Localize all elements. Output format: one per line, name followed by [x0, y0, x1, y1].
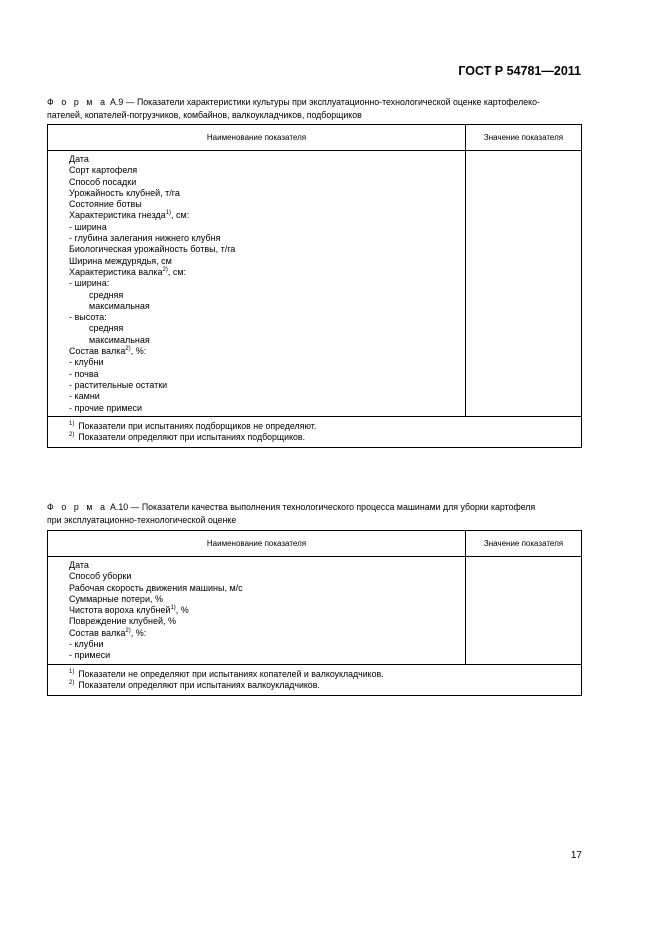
indicator-text: - примеси: [69, 650, 111, 661]
indicator-row: [69, 571, 465, 582]
indicator-text: - клубни: [69, 639, 104, 650]
indicator-row: [69, 380, 465, 391]
indicator-text: Повреждение клубней, %: [69, 616, 176, 627]
indicator-text: Способ посадки: [69, 176, 137, 187]
table-footnotes: [48, 417, 581, 447]
indicator-row: [69, 605, 465, 616]
indicator-row: [69, 650, 465, 661]
indicator-text: Ширина междурядья, см: [69, 255, 172, 266]
indicator-row: [69, 391, 465, 402]
footnote-ref: 2): [125, 627, 131, 634]
indicator-row: [69, 210, 465, 221]
column-header-value: Значение показателя: [483, 539, 564, 548]
indicator-text: - растительные остатки: [69, 379, 168, 390]
indicator-row: [69, 222, 465, 233]
indicator-row: [69, 233, 465, 244]
indicator-row: [69, 335, 465, 346]
indicator-text: Дата: [69, 154, 89, 164]
indicator-row: [69, 301, 465, 312]
indicator-row: [69, 403, 465, 414]
indicator-suffix: , %:: [130, 627, 147, 638]
indicator-row: [69, 357, 465, 368]
indicator-row: [69, 560, 465, 571]
indicator-text: максимальная: [89, 300, 150, 311]
indicator-row: [69, 256, 465, 267]
footnote-marker: 2): [69, 431, 75, 438]
table-body: [48, 557, 581, 665]
indicator-row: [69, 323, 465, 334]
form-a9-number: А.9: [110, 97, 124, 107]
indicator-row: [69, 628, 465, 639]
indicator-text: Характеристика валка: [69, 266, 163, 277]
form-a9-label: Ф о р м а: [47, 97, 108, 107]
footnote-text: Показатели не определяют при испытаниях копателей и валкоукладчиков.: [78, 668, 384, 679]
table-body: [48, 151, 581, 417]
indicator-text: - ширина:: [69, 278, 110, 289]
indicator-suffix: , %: [175, 605, 189, 616]
footnote-ref: 1): [170, 605, 176, 612]
indicator-text: Сорт картофеля: [69, 165, 138, 176]
footnote-marker: 1): [69, 420, 75, 427]
indicator-row: [69, 267, 465, 278]
indicator-text: Биологическая урожайность ботвы, т/га: [69, 244, 236, 255]
indicator-list: [48, 151, 466, 416]
indicator-text: - ширина: [69, 221, 107, 232]
footnote-marker: 1): [69, 668, 75, 675]
form-a10-number: А.10: [110, 502, 129, 512]
footnote-ref: 2): [125, 346, 131, 353]
indicator-suffix: , см:: [167, 266, 187, 277]
footnote-text: Показатели при испытаниях подборщиков не определяют.: [78, 420, 317, 431]
indicator-row: [69, 278, 465, 289]
indicator-text: Характеристика гнезда: [69, 210, 166, 221]
column-header-name: Наименование показателя: [48, 125, 466, 150]
indicator-suffix: , см:: [171, 210, 190, 221]
form-a9-caption: [47, 96, 583, 122]
form-a9-table: [47, 124, 582, 448]
form-a10-label: Ф о р м а: [47, 502, 108, 512]
footnote-text: Показатели определяют при испытаниях подборщиков.: [78, 431, 306, 442]
indicator-row: [69, 290, 465, 301]
indicator-row: [69, 244, 465, 255]
indicator-text: средняя: [89, 289, 124, 300]
footnote-text: Показатели определяют при испытаниях валкоукладчиков.: [78, 679, 320, 690]
indicator-text: максимальная: [89, 334, 150, 345]
page-number: 17: [570, 850, 582, 861]
column-header-value: Значение показателя: [483, 133, 564, 142]
indicator-text: - глубина залегания нижнего клубня: [69, 233, 221, 244]
indicator-row: [69, 639, 465, 650]
form-a10-table: [47, 530, 582, 696]
indicator-text: Состояние ботвы: [69, 199, 142, 210]
form-a10-caption: [47, 501, 583, 527]
footnote: [69, 432, 581, 443]
indicator-text: Чистота вороха клубней: [69, 605, 171, 616]
value-column: [466, 557, 581, 664]
indicator-row: [69, 583, 465, 594]
indicator-text: Дата: [69, 560, 89, 570]
indicator-text: - камни: [69, 391, 100, 402]
indicator-text: - высота:: [69, 312, 107, 323]
value-column: [466, 151, 581, 416]
indicator-text: Рабочая скорость движения машины, м/с: [69, 582, 243, 593]
indicator-row: [69, 312, 465, 323]
indicator-row: [69, 177, 465, 188]
indicator-text: Урожайность клубней, т/га: [69, 187, 180, 198]
table-header: [48, 125, 581, 151]
indicator-row: [69, 616, 465, 627]
indicator-row: [69, 369, 465, 380]
indicator-text: Состав валка: [69, 346, 126, 357]
indicator-row: [69, 188, 465, 199]
indicator-row: [69, 346, 465, 357]
indicator-text: Суммарные потери, %: [69, 593, 163, 604]
table-header: [48, 531, 581, 557]
footnote-ref: 1): [165, 210, 171, 217]
table-footnotes: [48, 665, 581, 695]
indicator-text: средняя: [89, 323, 124, 334]
footnote-marker: 2): [69, 679, 75, 686]
indicator-row: [69, 154, 465, 165]
indicator-text: - клубни: [69, 357, 104, 368]
indicator-text: Состав валка: [69, 627, 126, 638]
indicator-text: - прочие примеси: [69, 402, 143, 413]
footnote-ref: 2): [162, 266, 168, 273]
column-header-name: Наименование показателя: [48, 531, 466, 556]
form-a10-title-cont: при эксплуатационно-технологической оценке: [47, 515, 237, 525]
footnote: [69, 680, 581, 691]
indicator-row: [69, 594, 465, 605]
form-a9-title-cont: пателей, копателей-погрузчиков, комбайнов, валкоукладчиков, подборщиков: [47, 110, 362, 120]
indicator-list: [48, 557, 466, 664]
indicator-row: [69, 199, 465, 210]
form-a9-title: — Показатели характеристики культуры при эксплуатационно-технологической оценке картофелеко-: [123, 97, 540, 107]
footnote: [69, 669, 581, 680]
document-id: ГОСТ Р 54781—2011: [458, 64, 581, 78]
indicator-row: [69, 165, 465, 176]
indicator-text: Способ уборки: [69, 571, 132, 582]
form-a10-title: — Показатели качества выполнения технологического процесса машинами для уборки картофеля: [128, 502, 536, 512]
footnote: [69, 421, 581, 432]
indicator-text: - почва: [69, 368, 99, 379]
indicator-suffix: , %:: [130, 346, 147, 357]
